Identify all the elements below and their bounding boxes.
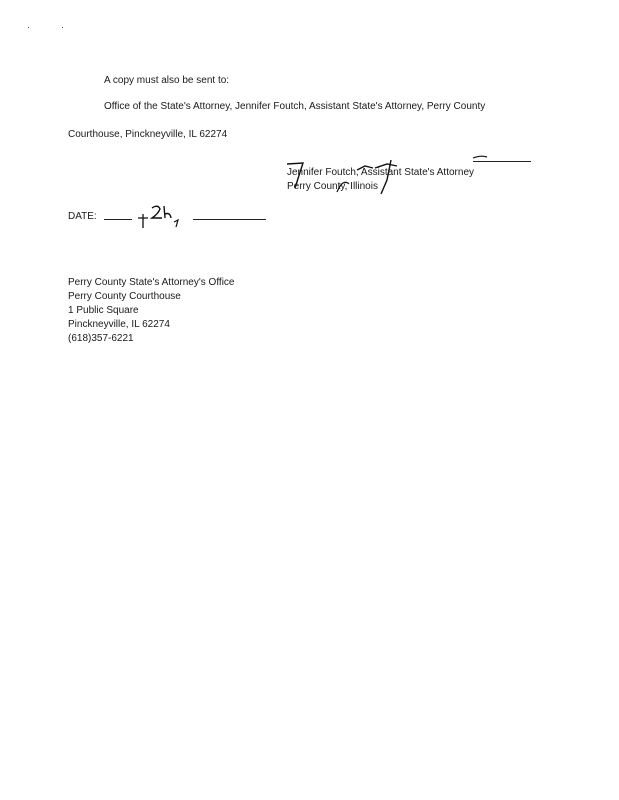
signature-name-title: Jennifer Foutch, Assistant State's Attorney — [287, 167, 475, 178]
office-phone: (618)357-6221 — [68, 333, 134, 344]
date-blank-right — [193, 219, 266, 220]
date-blank-left — [104, 219, 132, 220]
handwritten-date — [134, 200, 194, 230]
office-street: 1 Public Square — [68, 305, 139, 316]
handwritten-signature — [283, 150, 533, 200]
copy-notice-line-1: Office of the State's Attorney, Jennifer Foutch, Assistant State's Attorney, Perry County — [104, 101, 486, 112]
office-name: Perry County State's Attorney's Office — [68, 277, 235, 288]
scan-speck — [28, 27, 29, 28]
office-city: Pinckneyville, IL 62274 — [68, 319, 170, 330]
copy-notice-line-2: Courthouse, Pinckneyville, IL 62274 — [68, 129, 228, 140]
office-building: Perry County Courthouse — [68, 291, 181, 302]
copy-notice-heading: A copy must also be sent to: — [104, 75, 230, 86]
signature-county: Perry County, Illinois — [287, 181, 378, 192]
scan-speck — [62, 27, 63, 28]
date-label: DATE: — [68, 211, 97, 222]
